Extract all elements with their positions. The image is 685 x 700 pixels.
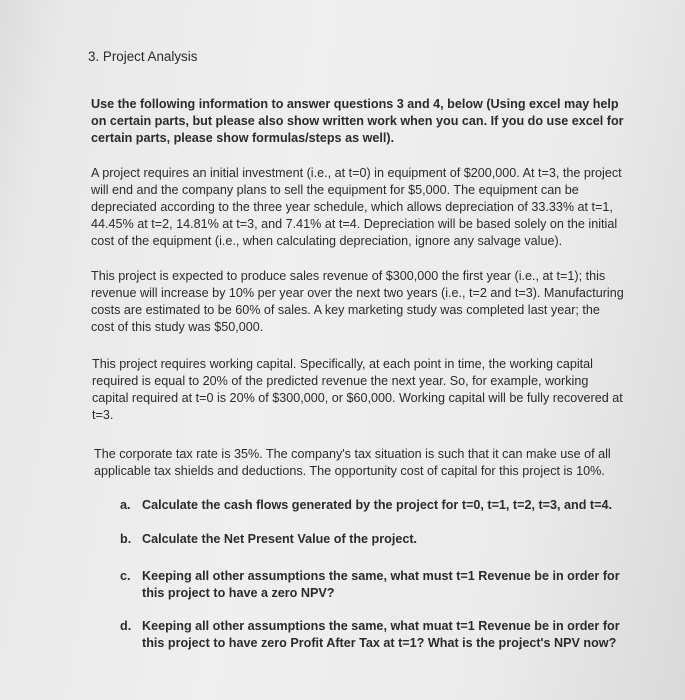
paragraph-line: cost of this study was $50,000. bbox=[91, 320, 264, 334]
question-c bbox=[120, 568, 620, 585]
question-d-continuation: this project to have zero Profit After Tax at t=1? What is the project's NPV now? bbox=[142, 636, 617, 650]
instruction-line: Use the following information to answer questions 3 and 4, below (Using excel may help bbox=[91, 97, 619, 111]
paragraph-line: t=3. bbox=[92, 408, 114, 422]
question-c-continuation: this project to have a zero NPV? bbox=[142, 586, 335, 600]
paragraph-line: The corporate tax rate is 35%. The company's tax situation is such that it can make use of all bbox=[94, 447, 611, 461]
paragraph-line: required is equal to 20% of the predicted revenue the next year. So, for example, working bbox=[92, 374, 589, 388]
question-text: Keeping all other assumptions the same, what muat t=1 Revenue be in order for bbox=[142, 619, 620, 633]
question-text: Keeping all other assumptions the same, what must t=1 Revenue be in order for bbox=[142, 569, 620, 583]
paragraph-line: will end and the company plans to sell the equipment for $5,000. The equipment can be bbox=[91, 183, 579, 197]
question-marker: d. bbox=[120, 619, 132, 633]
question-a bbox=[120, 497, 612, 514]
paragraph-line: costs are estimated to be 60% of sales. A key marketing study was completed last year; the bbox=[91, 303, 600, 317]
instruction-line: on certain parts, but please also show written work when you can. If you do use excel for bbox=[91, 114, 624, 128]
question-marker: a. bbox=[120, 498, 131, 512]
question-text: Calculate the cash flows generated by the project for t=0, t=1, t=2, t=3, and t=4. bbox=[142, 498, 612, 512]
question-text: Calculate the Net Present Value of the project. bbox=[142, 532, 418, 546]
section-heading: 3. Project Analysis bbox=[88, 49, 198, 64]
paragraph-line: depreciated according to the three year schedule, which allows depreciation of 33.33% at t=1, bbox=[91, 200, 613, 214]
instruction-line: certain parts, please show formulas/steps as well). bbox=[91, 131, 395, 145]
paragraph-line: This project requires working capital. Specifically, at each point in time, the working capital bbox=[92, 357, 593, 371]
paragraph-line: revenue will increase by 10% per year over the next two years (i.e., t=2 and t=3). Manufacturing bbox=[91, 286, 624, 300]
paragraph-line: capital required at t=0 is 20% of $300,000, or $60,000. Working capital will be fully recovered at bbox=[92, 391, 623, 405]
paragraph-line: This project is expected to produce sales revenue of $300,000 the first year (i.e., at t=1); this bbox=[91, 269, 606, 283]
question-b bbox=[120, 531, 417, 548]
paragraph-line: cost of the equipment (i.e., when calculating depreciation, ignore any salvage value). bbox=[91, 234, 563, 248]
paragraph-line: applicable tax shields and deductions. The opportunity cost of capital for this project is 10%. bbox=[94, 464, 605, 478]
paragraph-line: A project requires an initial investment (i.e., at t=0) in equipment of $200,000. At t=3, the project bbox=[91, 166, 622, 180]
paragraph-line: 44.45% at t=2, 14.81% at t=3, and 7.41% at t=4. Depreciation will be based solely on the initial bbox=[91, 217, 618, 231]
question-d bbox=[120, 618, 620, 635]
question-marker: b. bbox=[120, 532, 132, 546]
question-marker: c. bbox=[120, 569, 131, 583]
